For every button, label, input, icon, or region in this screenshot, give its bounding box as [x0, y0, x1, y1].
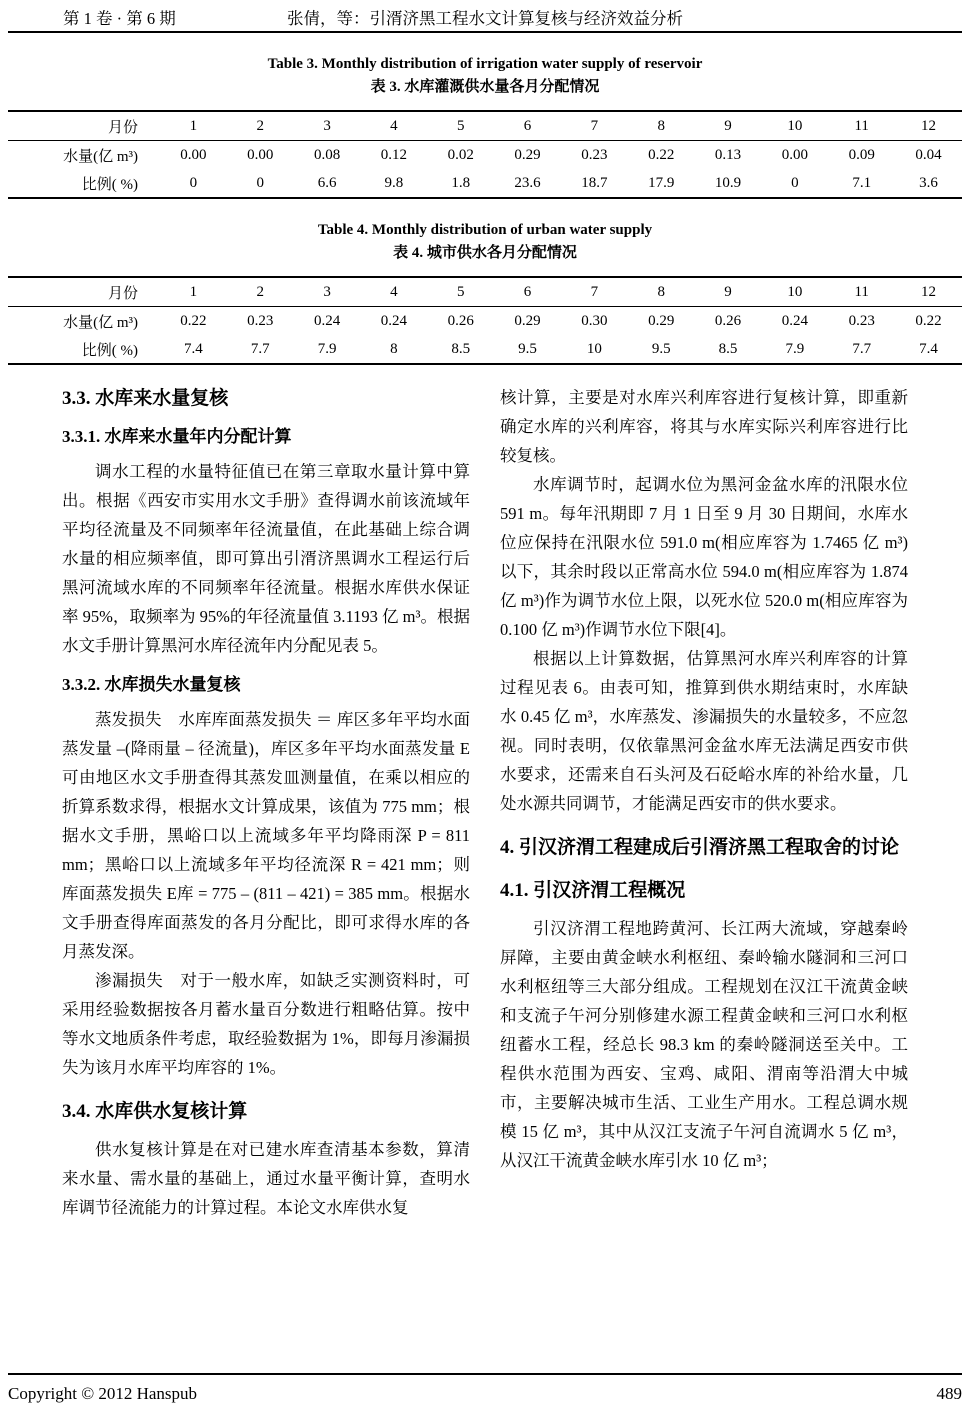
- left-column: [62, 383, 470, 1222]
- section-3-3-heading: 3.3. 水库来水量复核: [62, 388, 229, 409]
- section-3-3-2-heading: 3.3.2. 水库损失水量复核: [62, 675, 241, 694]
- right-column: [500, 383, 908, 1222]
- table3-cell: 0.12: [380, 146, 408, 163]
- table4-cell: 7.4: [184, 340, 203, 357]
- table4-caption-en: Table 4. Monthly distribution of urban water supply: [317, 222, 653, 238]
- table4-ratio-row: [8, 335, 962, 364]
- table4-cell: 0.24: [313, 312, 341, 329]
- table3-month: 7: [590, 117, 599, 134]
- table4-cell: 0.29: [514, 312, 541, 329]
- table4-caption-zh: 表 4. 城市供水各月分配情况: [393, 245, 577, 261]
- table4-cell: 8.5: [718, 340, 738, 357]
- table4-header-row: [8, 277, 962, 307]
- section-3-4-heading: 3.4. 水库供水复核计算: [62, 1101, 248, 1122]
- table4-month: 2: [256, 283, 264, 300]
- page-header: [8, 4, 962, 33]
- table3-cell: 6.6: [317, 174, 337, 191]
- table4-month: 5: [456, 283, 465, 300]
- table4-cell: 0.24: [781, 312, 808, 329]
- table3-cell: 1.8: [451, 174, 471, 191]
- table4-cell: 0.24: [380, 312, 408, 329]
- table3-cell: 23.6: [514, 174, 541, 191]
- table3-volume-row: [8, 141, 962, 170]
- table3-cell: 0: [791, 174, 799, 191]
- table3-month: 8: [657, 117, 665, 134]
- table3-cell: 0.09: [848, 146, 875, 163]
- table4-month: 4: [390, 283, 398, 300]
- table3-row-label: 水量(亿 m³): [63, 148, 138, 165]
- paragraph-inflow-distribution: 调水工程的水量特征值已在第三章取水量计算中算出。根据《西安市实用水文手册》查得调水前该流域年平均径流量及不同频率年径流量值，在此基础上综合调水量的相应频率值，即可算出引湑济黑调水工程运行后黑河流域水库的不同频率年径流量。根据水库供水保证率 95%，取频率为 95%的年径流量值 3.1193 亿 m³。根据水文手册计算黑河水库径流年内分配见表 5。: [62, 462, 470, 655]
- table3-month: 3: [323, 117, 331, 134]
- table4-month: 10: [787, 283, 803, 300]
- table3-cell: 10.9: [714, 174, 742, 191]
- running-title: 张倩，等：引湑济黑工程水文计算复核与经济效益分析: [287, 9, 683, 28]
- table4-cell: 0.22: [915, 312, 942, 329]
- table4-cell: 0.26: [714, 312, 742, 329]
- table4-cell: 7.9: [317, 340, 337, 357]
- table4-cell: 0.29: [648, 312, 675, 329]
- table4-volume-row: [8, 307, 962, 336]
- table4-row-label: 水量(亿 m³): [63, 314, 138, 331]
- section-4-1-heading: 4.1. 引汉济渭工程概况: [500, 880, 686, 901]
- page-number: 489: [936, 1384, 962, 1403]
- paragraph-regulation-levels: 水库调节时，起调水位为黑河金盆水库的汛限水位 591 m。每年汛期即 7 月 1 日至 9 月 30 日期间，水库水位应保持在汛限水位 591.0 m(相应库容为 1.7465 亿 m³)以下，其余时段以正常高水位 594.0 m(相应库容为 1.874 亿 m³)作为调节水位上限，以死水位 520.0 m(相应库容为 0.100 亿 m³)作调节水位下限[4]。: [500, 475, 908, 639]
- table4-cell: 8: [390, 340, 398, 357]
- table3-cell: 0.00: [247, 146, 274, 163]
- table3-cell: 0.00: [781, 146, 808, 163]
- table3-cell: 0.02: [447, 146, 474, 163]
- table3-cell: 0.29: [514, 146, 541, 163]
- table3-cell: 0.13: [714, 146, 742, 163]
- paragraph-hanjiweihe-overview: 引汉济渭工程地跨黄河、长江两大流域，穿越秦岭屏障，主要由黄金峡水利枢纽、秦岭输水隧洞和三河口水利枢纽等三大部分组成。工程规划在汉江干流黄金峡和支流子午河分别修建水源工程黄金峡和三河口水利枢纽蓄水工程，经总长 98.3 km 的秦岭隧洞送至关中。工程供水范围为西安、宝鸡、咸阳、渭南等沿渭大中城市，主要解决城市生活、工业生产用水。工程总调水规模 15 亿 m³，其中从汉江支流子午河自流调水 5 亿 m³，从汉江干流黄金峡水库引水 10 亿 m³；: [500, 919, 908, 1170]
- table4-row-label: 比例( %): [81, 342, 138, 359]
- table3-cell: 0: [189, 174, 198, 191]
- table4-month: 7: [590, 283, 599, 300]
- table4-month: 11: [854, 283, 869, 300]
- table4-cell: 10: [586, 340, 602, 357]
- table3-cell: 18.7: [581, 174, 608, 191]
- irrigation-supply-table: [8, 110, 962, 199]
- paragraph-capacity-estimate: 根据以上计算数据，估算黑河水库兴利库容的计算过程见表 6。由表可知，推算到供水期结束时，水库缺水 0.45 亿 m³，水库蒸发、渗漏损失的水量较多，不应忽视。同时表明，仅依靠黑河金盆水库无法满足西安市供水要求，还需来自石头河及石砭峪水库的补给水量，几处水源共同调节，才能满足西安市的供水要求。: [500, 649, 908, 813]
- table3-ratio-row: [8, 169, 962, 198]
- table3-month: 12: [921, 117, 937, 134]
- paragraph-seepage-loss: 渗漏损失 对于一般水库，如缺乏实测资料时，可采用经验数据按各月蓄水量百分数进行粗略估算。按中等水文地质条件考虑，取经验数据为 1%，即每月渗漏损失为该月水库平均库容的 1%。: [62, 971, 470, 1077]
- table3-caption-en: Table 3. Monthly distribution of irrigation water supply of reservoir: [267, 56, 703, 72]
- table4-cell: 9.5: [651, 340, 671, 357]
- table4-cell: 0.22: [180, 312, 207, 329]
- section-4-heading: 4. 引汉济渭工程建成后引湑济黑工程取舍的讨论: [500, 837, 900, 858]
- table3-month: 1: [189, 117, 198, 134]
- table3-cell: 9.8: [384, 174, 404, 191]
- table4-caption: [0, 219, 970, 264]
- table3-month: 4: [390, 117, 398, 134]
- table4-month: 9: [724, 283, 732, 300]
- table4-month: 12: [921, 283, 937, 300]
- table4-cell: 7.7: [852, 340, 872, 357]
- table3-month: 5: [456, 117, 465, 134]
- table3-month: 10: [787, 117, 803, 134]
- table3-cell: 0.08: [313, 146, 341, 163]
- table3-cell: 0.04: [915, 146, 942, 163]
- copyright-text: Copyright © 2012 Hanspub: [8, 1384, 198, 1403]
- table3-caption-zh: 表 3. 水库灌溉供水量各月分配情况: [370, 79, 600, 95]
- table4-month: 1: [189, 283, 198, 300]
- table3-cell: 3.6: [919, 174, 938, 191]
- table4-cell: 0.26: [447, 312, 474, 329]
- table3-cell: 0.00: [180, 146, 207, 163]
- table3-cell: 0.22: [648, 146, 675, 163]
- table4-month-label: 月份: [107, 285, 138, 302]
- urban-supply-table: [8, 276, 962, 365]
- table4-cell: 0.30: [581, 312, 608, 329]
- table4-cell: 7.9: [785, 340, 805, 357]
- body-columns: [0, 365, 970, 1222]
- table4-cell: 8.5: [451, 340, 471, 357]
- table4-cell: 7.7: [250, 340, 270, 357]
- volume-issue: 第 1 卷 · 第 6 期: [63, 9, 176, 28]
- table4-month: 3: [323, 283, 331, 300]
- table3-row-label: 比例( %): [81, 176, 138, 193]
- table3-month: 6: [523, 117, 532, 134]
- table3-header-row: [8, 111, 962, 141]
- table3-month: 2: [256, 117, 264, 134]
- page-footer: [8, 1373, 962, 1404]
- table3-month: 9: [724, 117, 732, 134]
- table4-cell: 7.4: [919, 340, 938, 357]
- table3-cell: 0.23: [581, 146, 608, 163]
- paragraph-supply-check: 供水复核计算是在对已建水库查清基本参数，算清来水量、需水量的基础上，通过水量平衡计算，查明水库调节径流能力的计算过程。本论文水库供水复: [62, 1140, 470, 1217]
- section-3-3-1-heading: 3.3.1. 水库来水量年内分配计算: [62, 427, 292, 446]
- table3-cell: 17.9: [648, 174, 675, 191]
- table3-caption: [0, 53, 970, 98]
- paragraph-evaporation-loss: 蒸发损失 水库库面蒸发损失 ＝ 库区多年平均水面蒸发量 –(降雨量 – 径流量)，库区多年平均水面蒸发量 E 可由地区水文手册查得其蒸发皿测量值，在乘以相应的折算系数求得，根据水文计算成果，该值为 775 mm；根据水文手册，黑峪口以上流域多年平均降雨深 P = 811 mm；黑峪口以上流域多年平均径流深 R = 421 mm；则库面蒸发损失 E库 = 775 – (811 – 421) = 385 mm。根据水文手册查得库面蒸发的各月分配比，即可求得水库的各月蒸发深。: [62, 710, 470, 961]
- table3-month-label: 月份: [107, 119, 138, 136]
- table4-month: 8: [657, 283, 665, 300]
- paragraph-supply-check-cont: 核计算，主要是对水库兴利库容进行复核计算，即重新确定水库的兴利库容，将其与水库实际兴利库容进行比较复核。: [500, 388, 908, 465]
- table4-cell: 0.23: [848, 312, 875, 329]
- table3-cell: 7.1: [852, 174, 872, 191]
- table4-cell: 0.23: [247, 312, 274, 329]
- table3-cell: 0: [256, 174, 264, 191]
- table3-month: 11: [854, 117, 869, 134]
- table4-month: 6: [523, 283, 532, 300]
- table4-cell: 9.5: [518, 340, 537, 357]
